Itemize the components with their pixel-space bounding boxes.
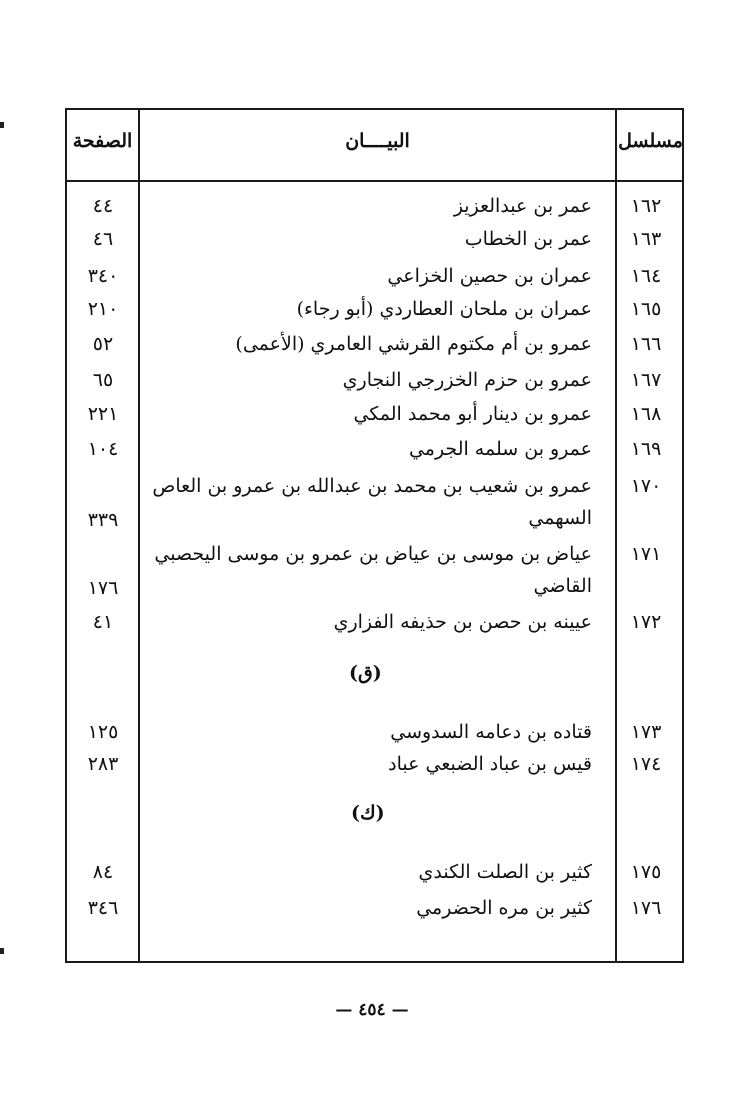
serial-number: ١٦٦ [630, 333, 662, 355]
page-number: ٣٣٩ [87, 509, 119, 531]
header-serial: مسلسل [618, 130, 683, 152]
page-number: ٨٤ [92, 861, 114, 883]
entry-name: قيس بن عباد الضبعي عباد [388, 753, 592, 775]
header-separator [67, 180, 682, 182]
page-number: ١٠٤ [87, 438, 119, 460]
serial-number: ١٧٦ [630, 897, 662, 919]
entry-name: عياض بن موسى بن عياض بن عمرو بن موسى اليحصبي القاضي [154, 543, 592, 597]
page-number: ٦٥ [92, 369, 114, 391]
entry-name: عمرو بن شعيب بن محمد بن عبدالله بن عمرو بن العاص السهمي [152, 475, 592, 529]
entry-name: عمرو بن دينار أبو محمد المكي [353, 403, 592, 425]
page-number: ٢٢١ [87, 403, 119, 425]
column-divider-page [138, 110, 140, 961]
page-number: ٢٨٣ [87, 753, 119, 775]
page-number: ٣٤٠ [87, 265, 119, 287]
entry-name: عمرو بن أم مكتوم القرشي العامري (الأعمى) [235, 333, 592, 355]
entry-name: عيينه بن حصن بن حذيفه الفزاري [333, 611, 592, 633]
serial-number: ١٦٥ [630, 298, 662, 320]
page-number: ١٢٥ [87, 721, 119, 743]
serial-number: ١٧٤ [630, 753, 662, 775]
serial-number: ١٧٠ [630, 475, 662, 497]
serial-number: ١٦٤ [630, 265, 662, 287]
entry-name: قتاده بن دعامه السدوسي [390, 721, 592, 743]
header-page: الصفحة [72, 130, 133, 152]
section-heading-kaf: (ك) [351, 802, 385, 824]
entry-name: عمر بن عبدالعزيز [453, 195, 592, 217]
serial-number: ١٦٨ [630, 403, 662, 425]
page-number: ٣٤٦ [87, 897, 119, 919]
page-number: ٤٦ [92, 228, 114, 250]
serial-number: ١٧٥ [630, 861, 662, 883]
serial-number: ١٧١ [630, 543, 662, 565]
page-number: ١٧٦ [87, 577, 119, 599]
entry-name: كثير بن مره الحضرمي [416, 897, 592, 919]
page-number: ٤٤ [92, 195, 114, 217]
page-number: ٥٢ [92, 333, 114, 355]
section-heading-qaf: (ق) [349, 662, 382, 684]
serial-number: ١٧٢ [630, 611, 662, 633]
entry-name: عمر بن الخطاب [464, 228, 592, 250]
serial-number: ١٦٢ [630, 195, 662, 217]
entry-name: كثير بن الصلت الكندي [418, 861, 592, 883]
page-edge-mark-top [0, 122, 4, 128]
entry-name: عمران بن ملحان العطاردي (أبو رجاء) [296, 298, 592, 320]
entry-name: عمرو بن حزم الخزرجي النجاري [342, 369, 592, 391]
page-number: ٤١ [92, 611, 114, 633]
page-number: ٢١٠ [87, 298, 119, 320]
header-statement: البيــــان [345, 130, 410, 152]
index-table [65, 108, 684, 963]
serial-number: ١٦٧ [630, 369, 662, 391]
page-footer-number: — ٤٥٤ — [335, 1000, 409, 1020]
page-edge-mark-bottom [0, 948, 4, 954]
serial-number: ١٦٣ [630, 228, 662, 250]
entry-name: عمرو بن سلمه الجرمي [408, 438, 592, 460]
entry-name: عمران بن حصين الخزاعي [387, 265, 592, 287]
column-divider-serial [615, 110, 617, 961]
serial-number: ١٧٣ [630, 721, 662, 743]
serial-number: ١٦٩ [630, 438, 662, 460]
